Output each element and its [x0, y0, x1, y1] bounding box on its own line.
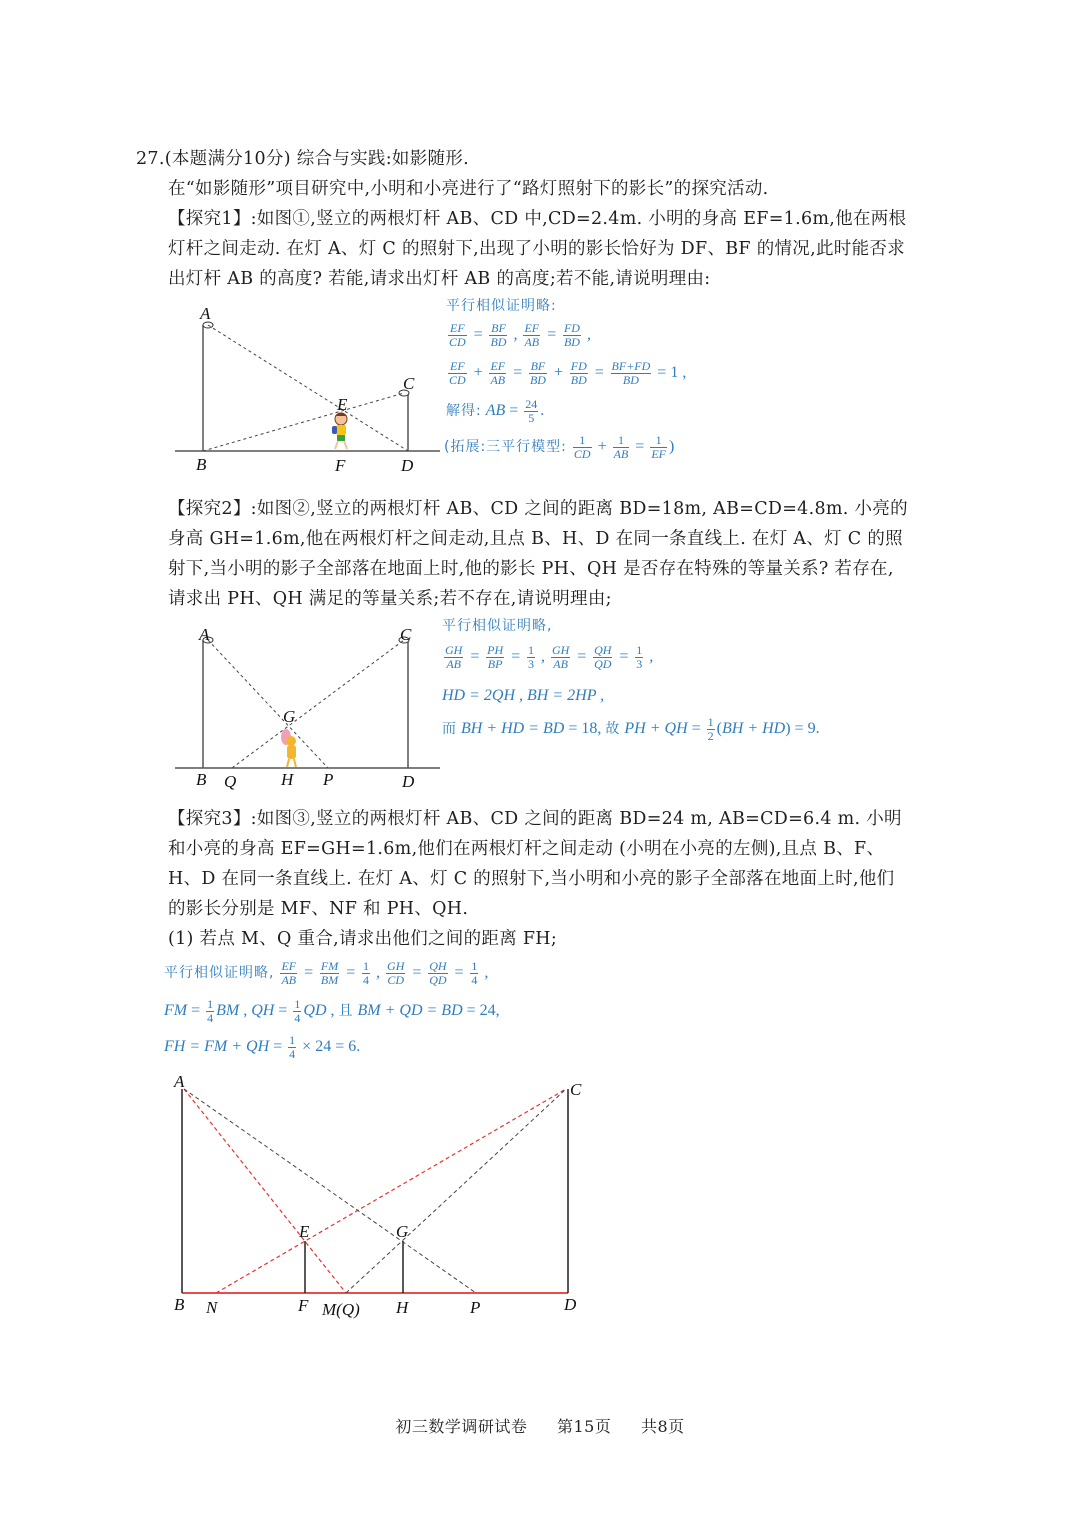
- explore1-line-2: 灯杆之间走动. 在灯 A、灯 C 的照射下,出现了小明的影长恰好为 DF、BF 的情况,此时能否求: [168, 239, 905, 259]
- explore3-line-2: 和小亮的身高 EF=GH=1.6m,他们在两根灯杆之间走动 (小明在小亮的左侧),且点 B、F、: [168, 839, 885, 859]
- explore2-line-4: 请求出 PH、QH 满足的等量关系;若不存在,请说明理由;: [168, 589, 612, 609]
- explore2-line-1: 【探究2】:如图②,竖立的两根灯杆 AB、CD 之间的距离 BD=18m, AB=CD=4.8m. 小亮的: [168, 499, 908, 519]
- label-E: E: [299, 1222, 310, 1241]
- explore1-line-3: 出灯杆 AB 的高度? 若能,请求出灯杆 AB 的高度;若不能,请说明理由:: [168, 269, 711, 289]
- figure-2-diagram: [160, 615, 445, 800]
- explore3-line-5: (1) 若点 M、Q 重合,请求出他们之间的距离 FH;: [168, 929, 558, 949]
- figure-3-diagram: [160, 1065, 600, 1330]
- explore2-solution-title: 平行相似证明略,: [442, 618, 553, 634]
- question-title: (本题满分10分) 综合与实践:如影随形.: [164, 149, 469, 169]
- label-A: A: [199, 625, 210, 644]
- footer-page-number: 第15页: [556, 1417, 612, 1436]
- explore2-line-3: 射下,当小明的影子全部落在地面上时,他的影长 PH、QH 是否存在特殊的等量关系? 若存在,: [168, 559, 894, 579]
- explore3-line-1: 【探究3】:如图③,竖立的两根灯杆 AB、CD 之间的距离 BD=24 m, AB=CD=6.4 m. 小明: [168, 809, 902, 829]
- explore1-solution-line-3: 解得: AB = $\frac{24}{5}$ .: [446, 397, 545, 425]
- label-A: A: [200, 304, 211, 323]
- explore1-solution-line-4: (拓展:三平行模型: $\frac{1}{CD}$ + $\frac{1}{AB}$ = $\frac{1}{EF}$ ): [444, 433, 675, 461]
- label-D: D: [402, 772, 415, 791]
- page-footer: [0, 1414, 1080, 1437]
- question-intro: 在“如影随形”项目研究中,小明和小亮进行了“路灯照射下的影长”的探究活动.: [168, 179, 769, 199]
- label-MQ: M(Q): [322, 1300, 360, 1319]
- label-B: B: [196, 770, 207, 789]
- label-E: E: [337, 395, 348, 414]
- label-D: D: [564, 1295, 577, 1314]
- explore1-solution-title: 平行相似证明略:: [446, 298, 557, 314]
- explore2-solution-line-3: 而 BH + HD = BD = 18, 故 PH + QH = $\frac{1}{2}$ (BH + HD) = 9.: [442, 715, 820, 743]
- explore1-solution-line-1: $\frac{EF}{CD}$ = $\frac{BF}{BD}$ , $\frac{EF}{AB}$ = $\frac{FD}{BD}$ ,: [449, 321, 591, 349]
- walking-boy-icon: [332, 413, 347, 450]
- label-P: P: [323, 770, 334, 789]
- label-G: G: [283, 707, 296, 726]
- explore1-line-1: 【探究1】:如图①,竖立的两根灯杆 AB、CD 中,CD=2.4m. 小明的身高 EF=1.6m,他在两根: [168, 209, 907, 229]
- label-P: P: [470, 1298, 481, 1317]
- label-N: N: [206, 1298, 218, 1317]
- explore3-solution-line-1: 平行相似证明略, $\frac{EF}{AB}$ = $\frac{FM}{BM}$ = $\frac{1}{4}$ , $\frac{GH}{CD}$ = $\frac{QH}{QD}$ = $\frac{1}{4}$ ,: [164, 959, 489, 987]
- explore2-line-2: 身高 GH=1.6m,他在两根灯杆之间走动,且点 B、H、D 在同一条直线上. 在灯 A、灯 C 的照: [168, 529, 903, 549]
- label-G: G: [396, 1222, 409, 1241]
- explore1-solution-line-2: $\frac{EF}{CD}$ + $\frac{EF}{AB}$ = $\frac{BF}{BD}$ + $\frac{FD}{BD}$ = $\frac{BF+FD}{BD}$ = 1 ,: [449, 359, 687, 387]
- label-C: C: [403, 374, 415, 393]
- label-Q: Q: [224, 772, 237, 791]
- footer-total-pages: 共8页: [640, 1417, 685, 1436]
- figure-1-diagram: [160, 295, 445, 480]
- label-F: F: [335, 456, 346, 475]
- footer-title: 初三数学调研试卷: [395, 1417, 528, 1436]
- label-F: F: [298, 1296, 309, 1315]
- explore3-line-3: H、D 在同一条直线上. 在灯 A、灯 C 的照射下,当小明和小亮的影子全部落在地面上时,他们: [168, 869, 895, 889]
- question-header: [136, 148, 469, 170]
- explore3-solution-line-2: FM = $\frac{1}{4}$ BM , QH = $\frac{1}{4}$ QD , 且 BM + QD = BD = 24,: [164, 997, 500, 1025]
- question-number: 27.: [136, 149, 165, 169]
- label-C: C: [570, 1080, 582, 1099]
- label-C: C: [400, 625, 412, 644]
- label-B: B: [174, 1295, 185, 1314]
- label-B: B: [196, 455, 207, 474]
- explore3-solution-line-3: FH = FM + QH = $\frac{1}{4}$ × 24 = 6.: [164, 1033, 361, 1061]
- label-D: D: [401, 456, 414, 475]
- cartoon-mouse-icon: [281, 729, 296, 767]
- explore2-solution-line-1: $\frac{GH}{AB}$ = $\frac{PH}{BP}$ = $\frac{1}{3}$ , $\frac{GH}{AB}$ = $\frac{QH}{QD}$ = $\frac{1}{3}$ ,: [445, 643, 654, 671]
- explore2-solution-line-2: HD = 2QH , BH = 2HP ,: [442, 687, 605, 704]
- explore3-line-4: 的影长分别是 MF、NF 和 PH、QH.: [168, 899, 469, 919]
- label-A: A: [174, 1072, 185, 1091]
- label-H: H: [396, 1298, 409, 1317]
- label-H: H: [281, 770, 294, 789]
